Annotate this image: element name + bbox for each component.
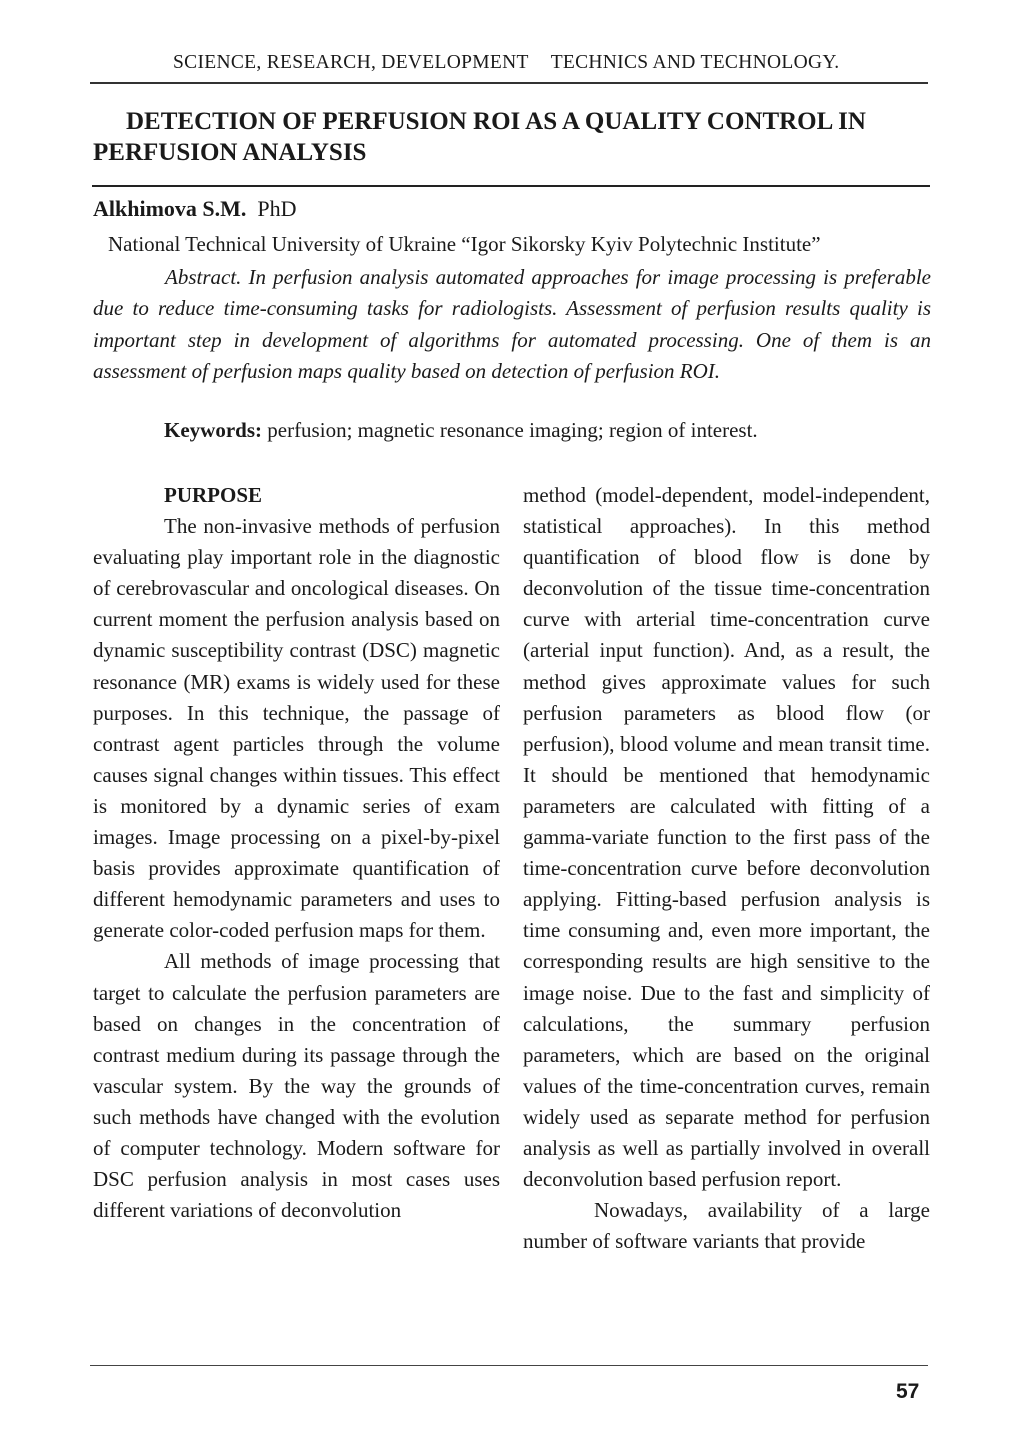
paragraph: Nowadays, availability of a large number of software variants that provide [523,1198,930,1254]
article-title [93,106,933,168]
paragraph: The non-invasive methods of perfusion evaluating play important role in the diagnostic of cerebrovascular and oncological diseases. On current moment the perfusion analysis based on dynamic susceptibility contrast (DSC) magnetic resonance (MR) exams is widely used for these purposes. In this technique, the passage of contrast agent particles through the volume causes signal changes within tissues. This effect is monitored by a dynamic series of exam images. Image processing on a pixel-by-pixel basis provides approximate quantification of different hemodynamic parameters and uses to generate color-coded perfusion maps for them. [93,514,500,943]
running-head-right: TECHNICS AND TECHNOLOGY. [550,52,840,73]
abstract [93,262,931,387]
right-column [523,480,930,1257]
page-number: 57 [896,1380,920,1403]
keywords-text: perfusion; magnetic resonance imaging; region of interest. [267,418,758,442]
title-rule [92,185,930,187]
paragraph: All methods of image processing that target to calculate the perfusion parameters are based on changes in the concentration of contrast medium during its passage through the vascular system. By the way the grounds of such methods have changed with the evolution of computer technology. Modern software for DSC perfusion analysis in most cases uses different variations of deconvolution [93,949,500,1223]
left-column [93,480,500,1226]
header-rule [90,82,928,84]
paragraph: method (model-dependent, model-independent, statistical approaches). In this method quantification of blood flow is done by deconvolution of the tissue time-concentration curve with arterial time-concentration curve (arterial input function). And, as a result, the method gives approximate values for such perfusion parameters as blood flow (or perfusion), blood volume and mean transit time. It should be mentioned that hemodynamic parameters are calculated with fitting of a gamma-variate function to the first pass of the time-concentration curve before deconvolution applying. Fitting-based perfusion analysis is time consuming and, even more important, the corresponding results are high sensitive to the image noise. Due to the fast and simplicity of calculations, the summary perfusion parameters, which are based on the original values of the time-concentration curves, remain widely used as separate method for perfusion analysis as well as partially involved in overall deconvolution based perfusion report. [523,483,930,1192]
running-head [173,52,839,74]
author-line [93,196,297,222]
keywords-label: Keywords: [164,418,262,442]
author-degree: PhD [257,196,297,221]
author-name: Alkhimova S.M. [93,196,247,221]
running-head-left: SCIENCE, RESEARCH, DEVELOPMENT [173,52,529,73]
affiliation: National Technical University of Ukraine “Igor Sikorsky Kyiv Polytechnic Institute” [108,232,821,256]
abstract-text: Abstract. In perfusion analysis automated approaches for image processing is preferable due to reduce time-consuming tasks for radiologists. Assessment of perfusion results quality is important step in development of algorithms for automated processing. One of them is an assessment of perfusion maps quality based on detection of perfusion ROI. [93,265,931,383]
footer-rule [90,1365,928,1366]
section-heading: PURPOSE [164,483,263,507]
keywords [164,418,758,443]
article-title-text: DETECTION OF PERFUSION ROI AS A QUALITY CONTROL IN PERFUSION ANALYSIS [93,108,866,166]
